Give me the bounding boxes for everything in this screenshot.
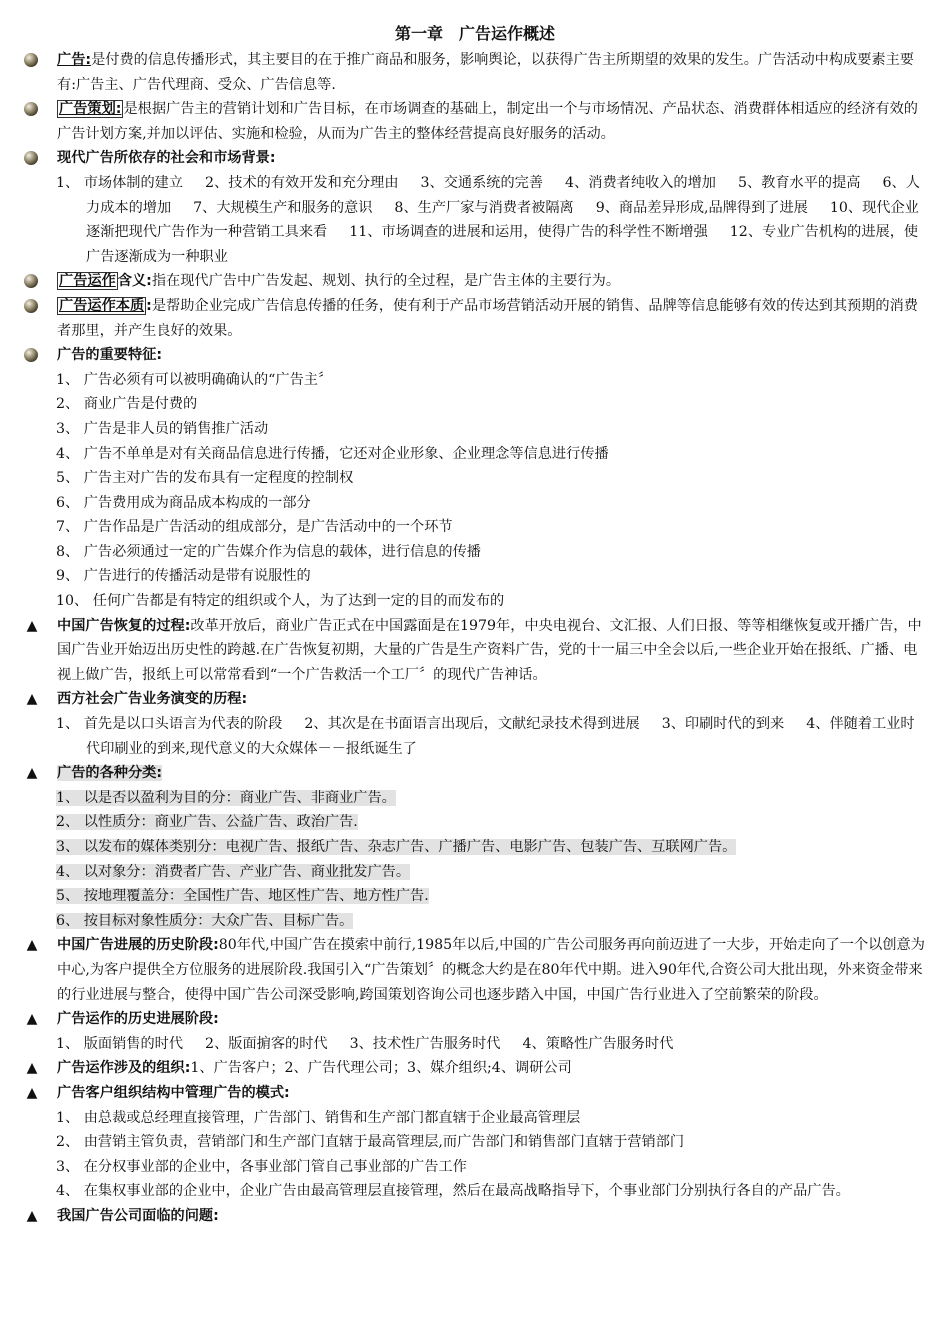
- list-item-text: 2、 以性质分：商业广告、公益广告、政治广告.: [56, 814, 358, 831]
- list-item: 7、 广告作品是广告活动的组成部分，是广告活动中的一个环节: [56, 519, 453, 536]
- list-item: 3、技术性广告服务时代: [349, 1035, 501, 1052]
- list-item: 3、交通系统的完善: [420, 174, 544, 191]
- section-ad-features: [24, 343, 926, 368]
- bullet-ball-icon: [24, 274, 38, 288]
- list-item: [24, 909, 926, 934]
- list-item-text: 6、 按目标对象性质分：大众广告、目标广告。: [56, 912, 354, 929]
- list-item: 4、消费者纯收入的增加: [565, 174, 716, 191]
- term: 现代广告所依存的社会和市场背景:: [57, 150, 276, 167]
- list-item: 5、教育水平的提高: [737, 174, 861, 191]
- list-item: 1、 版面销售的时代: [56, 1035, 184, 1052]
- chapter-title: 第一章 广告运作概述: [394, 24, 555, 43]
- triangle-bullet-icon: ▲: [26, 1011, 38, 1028]
- list-item: 1、 广告必须有可以被明确确认的“广告主〞: [56, 371, 333, 388]
- bullet-ball-icon: [24, 299, 38, 313]
- list-item-text: 1、 以是否以盈利为目的分：商业广告、非商业广告。: [56, 789, 396, 806]
- triangle-bullet-icon: ▲: [26, 691, 38, 708]
- list-item: 2、技术的有效开发和充分理由: [205, 174, 399, 191]
- section-ad-planning: [24, 97, 926, 146]
- bullet-ball-icon: [24, 151, 38, 165]
- section-ad-operation-meaning: [24, 269, 926, 294]
- term: 广告:: [57, 52, 92, 68]
- list-item: 2、 由营销主管负责，营销部门和生产部门直辖于最高管理层,而广告部门和销售部门直辖于营销部门: [56, 1134, 685, 1151]
- term: 广告策划:: [59, 101, 122, 118]
- triangle-bullet-icon: ▲: [26, 937, 38, 954]
- list-item: [24, 860, 926, 885]
- management-models-list: [24, 1106, 926, 1204]
- list-item: 1、 由总裁或总经理直接管理，广告部门、销售和生产部门都直辖于企业最高管理层: [56, 1109, 581, 1126]
- term: 中国广告进展的历史阶段:: [57, 937, 219, 954]
- list-item: [24, 786, 926, 811]
- list-item: 6、人力成本的增加: [86, 174, 920, 216]
- list-item: 11、市场调查的进展和运用，使得广告的科学性不断增强: [349, 224, 708, 241]
- western-history-list: [24, 712, 926, 761]
- section-text: 1、广告客户；2、广告代理公司；3、媒介组织;4、调研公司: [190, 1060, 572, 1077]
- bullet-ball-icon: [24, 348, 38, 362]
- list-item: 1、 市场体制的建立: [56, 174, 184, 191]
- term: 中国广告恢复的过程:: [57, 617, 191, 634]
- triangle-bullet-icon: ▲: [26, 1207, 38, 1224]
- list-item: 9、商品差异形成,品牌得到了进展: [595, 199, 808, 216]
- triangle-bullet-icon: ▲: [26, 617, 38, 634]
- section-text: 是根据广告主的营销计划和广告目标，在市场调查的基础上，制定出一个与市场情况、产品状态、消费群体相适应的经济有效的广告计划方案,并加以评估、实施和检验，从而为广告主的整体经营提高良好服务的活动。: [57, 101, 918, 142]
- term: 广告运作本质: [59, 297, 145, 314]
- term: 广告运作的历史进展阶段:: [57, 1011, 219, 1028]
- term: 广告客户组织结构中管理广告的模式:: [57, 1084, 290, 1101]
- section-text: 指在现代广告中广告发起、规划、执行的全过程，是广告主体的主要行为。: [151, 273, 621, 290]
- list-item: [24, 835, 926, 860]
- term-suffix: :: [146, 297, 152, 314]
- list-item: 12、专业广告机构的进展，使广告逐渐成为一种职业: [86, 224, 919, 265]
- section-china-ad-history: [24, 933, 926, 1007]
- list-item: [24, 810, 926, 835]
- list-item: [24, 884, 926, 909]
- section-ad-operation-history: [24, 1007, 926, 1032]
- section-text: 是付费的信息传播形式，其主要目的在于推广商品和服务，影响舆论，以获得广告主所期望的效果的发生。广告活动中构成要素主要有:广告主、广告代理商、受众、广告信息等.: [57, 52, 914, 93]
- list-item: 8、 广告必须通过一定的广告媒介作为信息的载体，进行信息的传播: [56, 543, 481, 560]
- term: 我国广告公司面临的问题:: [57, 1207, 219, 1224]
- list-item: 2、版面掮客的时代: [205, 1035, 328, 1052]
- features-list: [24, 368, 926, 614]
- list-item-text: 3、 以发布的媒体类别分：电视广告、报纸广告、杂志广告、广播广告、电影广告、包装广告、互联网广告。: [56, 839, 737, 855]
- list-item: 5、 广告主对广告的发布具有一定程度的控制权: [56, 470, 354, 487]
- section-ad-classification: [24, 761, 926, 786]
- section-client-management-models: [24, 1081, 926, 1106]
- section-ad-operation-essence: [24, 294, 926, 343]
- section-agency-problems: [24, 1204, 926, 1229]
- section-text: 80年代,中国广告在摸索中前行,1985年以后,中国的广告公司服务再向前迈进了一大步，开始走向了一个以创意为中心,为客户提供全方位服务的进展阶段.我国引入“广告策划〞的概念大约是在80年代中期。进入90年代,合资公司大批出现，外来资金带来的行业进展与整合，使得中国广告公司深受影响,跨国策划咨询公司也逐步踏入中国，中国广告行业进入了空前繁荣的阶段。: [57, 937, 925, 1003]
- section-modern-ad-background: [24, 146, 926, 171]
- list-item: 4、 在集权事业部的企业中，企业广告由最高管理层直接管理，然后在最高战略指导下，个事业部门分别执行各自的产品广告。: [56, 1183, 850, 1200]
- list-item: 3、印刷时代的到来: [661, 716, 785, 733]
- list-item: 10、现代企业逐渐把现代广告作为一种营销工具来看: [86, 199, 919, 241]
- list-item: 2、 商业广告是付费的: [56, 396, 198, 413]
- term: 广告的重要特征:: [57, 347, 162, 364]
- list-item: 1、 首先是以口头语言为代表的阶段: [56, 716, 283, 733]
- triangle-bullet-icon: ▲: [26, 765, 38, 782]
- term-suffix: 含义:: [117, 273, 152, 290]
- section-western-ad-history: [24, 687, 926, 712]
- list-item-text: 5、 按地理覆盖分：全国性广告、地区性广告、地方性广告.: [56, 888, 429, 905]
- term: 广告的各种分类:: [57, 765, 162, 782]
- triangle-bullet-icon: ▲: [26, 1084, 38, 1101]
- operation-history-list: [24, 1032, 926, 1057]
- list-item: 8、生产厂家与消费者被隔离: [394, 199, 574, 216]
- section-ad-organizations: [24, 1056, 926, 1081]
- section-china-ad-recovery: [24, 614, 926, 688]
- section-text: 是帮助企业完成广告信息传播的任务，使有利于产品市场营销活动开展的销售、品牌等信息能够有效的传达到其预期的消费者那里，并产生良好的效果。: [57, 297, 918, 339]
- term: 广告运作: [59, 273, 116, 290]
- list-item: 4、伴随着工业时代印刷业的到来,现代意义的大众媒体－－报纸诞生了: [86, 716, 915, 757]
- term: 广告运作涉及的组织:: [57, 1060, 191, 1077]
- list-item: 4、 广告不单单是对有关商品信息进行传播，它还对企业形象、企业理念等信息进行传播: [56, 445, 609, 462]
- term: 西方社会广告业务演变的历程:: [57, 691, 248, 708]
- list-item: 6、 广告费用成为商品成本构成的一部分: [56, 494, 311, 511]
- list-item: 3、 广告是非人员的销售推广活动: [56, 420, 269, 437]
- section-text: 改革开放后，商业广告正式在中国露面是在1979年，中央电视台、文汇报、人们日报、等等相继恢复或开播广告，中国广告业开始迈出历史性的跨越.在广告恢复初期，大量的广告是生产资料广告，党的十一届三中全会以后,一些企业开始在报纸、广播、电视上做广告，报纸上可以常常看到“一个广告救活一个工厂〞的现代广告神话。: [57, 617, 922, 683]
- section-ad-definition: [24, 48, 926, 97]
- classification-list: [24, 786, 926, 934]
- list-item: 9、 广告进行的传播活动是带有说服性的: [56, 568, 311, 585]
- background-list: [24, 171, 926, 269]
- bullet-ball-icon: [24, 102, 38, 116]
- list-item: 10、 任何广告都是有特定的组织或个人，为了达到一定的目的而发布的: [56, 593, 505, 610]
- list-item: 7、大规模生产和服务的意识: [193, 199, 373, 216]
- list-item: 4、策略性广告服务时代: [522, 1035, 674, 1052]
- list-item: 2、其次是在书面语言出现后，文献纪录技术得到进展: [304, 716, 640, 733]
- bullet-ball-icon: [24, 53, 38, 67]
- list-item: 3、 在分权事业部的企业中，各事业部门管自己事业部的广告工作: [56, 1158, 467, 1175]
- triangle-bullet-icon: ▲: [26, 1060, 38, 1077]
- list-item-text: 4、 以对象分：消费者广告、产业广告、商业批发广告。: [56, 863, 411, 880]
